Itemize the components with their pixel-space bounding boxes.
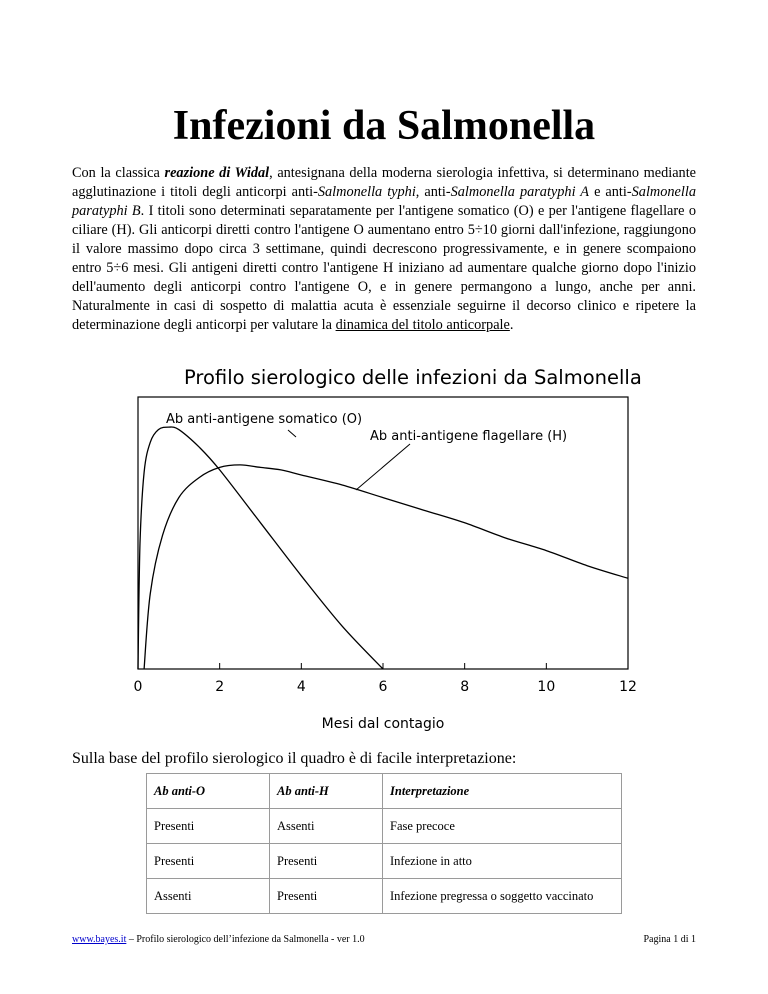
intro-text: Con la classica bbox=[72, 165, 165, 181]
cell-interpretation: Infezione pregressa o soggetto vaccinato bbox=[383, 879, 622, 914]
x-tick-label: 4 bbox=[296, 679, 306, 695]
x-tick-label: 10 bbox=[537, 679, 556, 695]
page-title: Infezioni da Salmonella bbox=[172, 103, 596, 149]
x-tick-label: 0 bbox=[133, 679, 143, 695]
x-tick-label: 2 bbox=[215, 679, 225, 695]
cell-interpretation: Infezione in atto bbox=[383, 844, 622, 879]
intro-text: . I titoli sono determinati separatamente per l'antigene somatico (O) e per l'antigene flagellare o ciliare (H). Gli anticorpi diretti contro l'antigene O aumentano entro 5÷10 giorni dall'infezione, raggiungono il valore massimo dopo circa 3 settimane, quindi decrescono progressivamente, e in genere scompaiono entro 5÷6 mesi. Gli antigeni diretti contro l'antigene H iniziano ad aumentare qualche giorno dopo l'inizio dell'aumento degli anticorpi contro l'antigene O, e in genere permangono a lungo, anche per anni. Naturalmente in casi di sospetto di malattia acuta è essenziale seguirne il decorso clinico e ripetere la determinazione degli anticorpi per valutare la bbox=[72, 203, 696, 333]
legend-label-h: Ab anti-antigene flagellare (H) bbox=[370, 429, 568, 444]
table-header-row bbox=[147, 774, 622, 809]
table-row bbox=[147, 844, 622, 879]
cell-anti-h: Presenti bbox=[270, 844, 383, 879]
chart-svg bbox=[120, 350, 658, 738]
serology-chart bbox=[120, 350, 658, 738]
cell-interpretation: Fase precoce bbox=[383, 809, 622, 844]
intro-text: , anti- bbox=[415, 184, 451, 200]
series-line-somatic-o bbox=[138, 427, 383, 669]
annotation-leader-h bbox=[356, 444, 410, 490]
dynamics-link[interactable]: dinamica del titolo anticorpale bbox=[335, 317, 510, 333]
intro-text: , antesignana della moderna sierologia infettiva, si determinano mediante agglutinazione i titoli degli anticorpi anti- bbox=[72, 165, 697, 200]
widal-term: reazione di Widal bbox=[164, 165, 270, 181]
annotation-leader-o bbox=[288, 430, 296, 437]
table-row bbox=[147, 879, 622, 914]
cell-anti-o: Presenti bbox=[147, 809, 270, 844]
page-footer bbox=[72, 934, 696, 945]
chart-title: Profilo sierologico delle infezioni da Salmonella bbox=[184, 366, 642, 389]
x-tick-label: 12 bbox=[619, 679, 637, 695]
footer-site-link[interactable]: www.bayes.it bbox=[72, 934, 127, 945]
interpretation-table bbox=[146, 773, 622, 914]
cell-anti-o: Assenti bbox=[147, 879, 270, 914]
legend-label-o: Ab anti-antigene somatico (O) bbox=[166, 412, 363, 427]
header-ab-anti-h: Ab anti-H bbox=[270, 774, 383, 809]
intro-text: e anti- bbox=[589, 184, 632, 200]
intro-paragraph bbox=[72, 164, 696, 335]
species-name: Salmonella paratyphi A bbox=[450, 184, 590, 200]
cell-anti-o: Presenti bbox=[147, 844, 270, 879]
x-axis-label: Mesi dal contagio bbox=[321, 716, 445, 732]
x-tick-label: 6 bbox=[378, 679, 388, 695]
species-name: Salmonella typhi bbox=[317, 184, 416, 200]
table-row bbox=[147, 809, 622, 844]
header-interpretation: Interpretazione bbox=[383, 774, 622, 809]
series-line-flagellar-h bbox=[144, 465, 628, 669]
intro-text: . bbox=[509, 317, 514, 333]
table-caption: Sulla base del profilo sierologico il quadro è di facile interpretazione: bbox=[72, 750, 517, 767]
page-number: Pagina 1 di 1 bbox=[643, 934, 696, 945]
cell-anti-h: Presenti bbox=[270, 879, 383, 914]
species-name: Salmonella paratyphi B bbox=[72, 184, 696, 219]
header-ab-anti-o: Ab anti-O bbox=[147, 774, 270, 809]
cell-anti-h: Assenti bbox=[270, 809, 383, 844]
footer-text: – Profilo sierologico dell’infezione da Salmonella - ver 1.0 bbox=[126, 934, 365, 945]
x-tick-label: 8 bbox=[460, 679, 470, 695]
